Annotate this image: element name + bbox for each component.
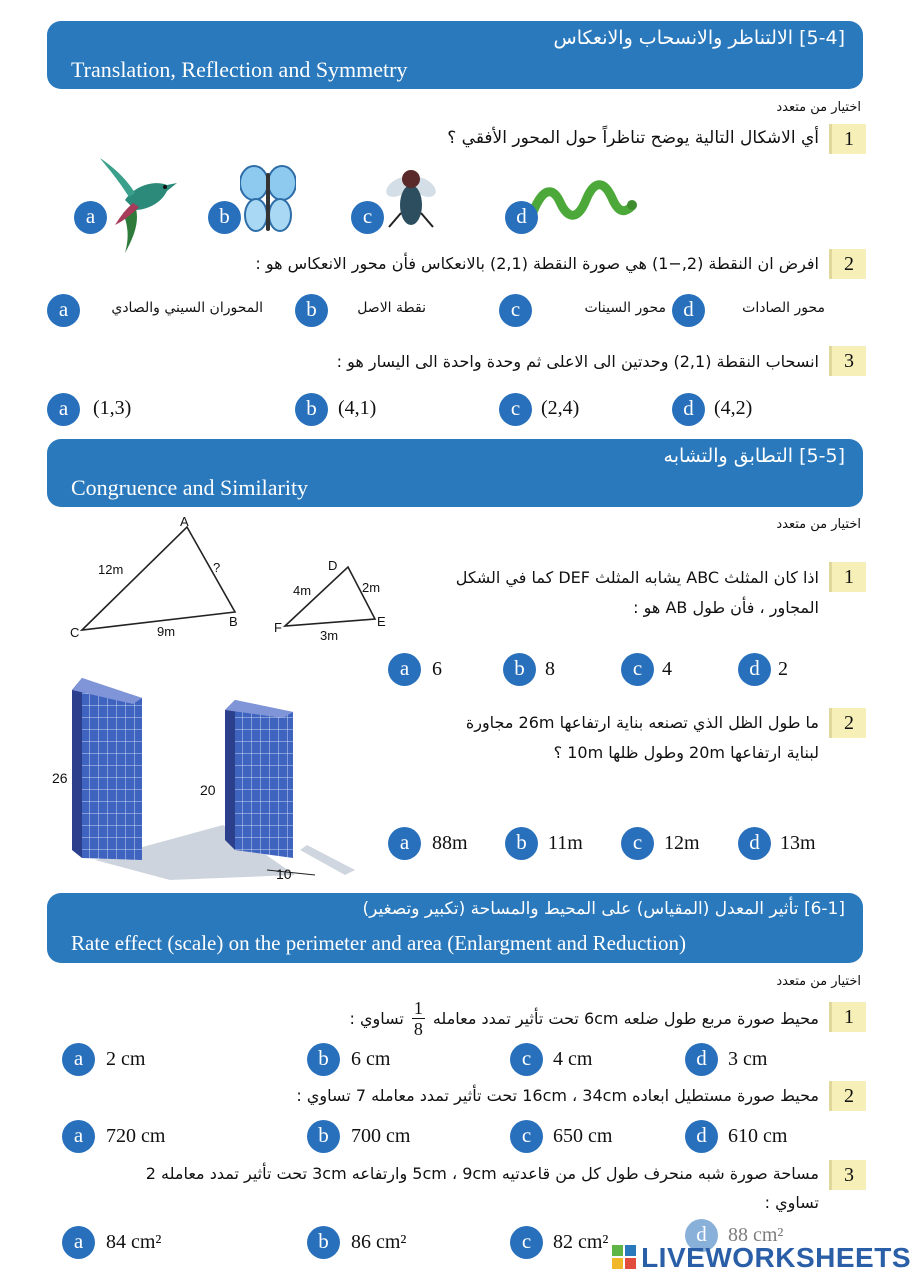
question-text: افرض ان النقطة (2,−1) هي صورة النقطة (2,1) بالانعكاس فأن محور الانعكاس هو : [255,254,819,273]
section-banner-5-5 [47,439,863,507]
side-label-df: 4m [293,583,312,598]
option-c-text: 12m [664,832,700,854]
snake-image [528,172,638,227]
option-d-text: (4,2) [714,397,753,419]
option-c-circle[interactable]: c [499,294,532,327]
fraction-numerator: 1 [413,998,423,1018]
triangle-abc-diagram [60,510,250,645]
question-number: 2 [829,249,866,279]
option-b-circle[interactable]: b [307,1226,340,1259]
question-number: 1 [829,1002,866,1032]
option-d-circle[interactable]: d [505,201,538,234]
option-b-text: 8 [545,658,555,680]
question-text-line1: ما طول الظل الذي تصنعه بناية ارتفاعها 26m مجاورة [465,713,819,732]
question-text-before: محيط صورة مربع طول ضلعه 6cm تحت تأثير تمدد معامله [432,1009,819,1028]
fly-image [383,165,439,231]
building-height-26: 26 [52,770,68,786]
question-text-line2: المجاور ، فأن طول AB هو : [633,598,819,617]
option-b-text: 11m [548,832,583,854]
option-c-text: 82 cm² [553,1231,609,1253]
option-a-circle[interactable]: a [388,653,421,686]
question-text-line2: تساوي : [764,1193,819,1212]
watermark: LIVEWORKSHEETS [641,1242,911,1273]
section-title-ar: [5-4] الالتناظر والانسحاب والانعكاس [553,27,845,49]
option-d-circle[interactable]: d [685,1219,718,1252]
section-banner-6-1 [47,893,863,963]
question-number: 2 [829,708,866,738]
mc-label: اختيار من متعدد [776,974,861,989]
vertex-label-f: F [274,620,282,635]
option-a-text: 720 cm [106,1125,166,1147]
option-a-text: المحوران السيني والصادي [111,300,263,316]
section-title-ar: [6-1] تأثير المعدل (المقياس) على المحيط والمساحة (تكبير وتصغير) [362,899,845,919]
liveworksheets-logo-icon [612,1245,636,1269]
option-b-circle[interactable]: b [307,1120,340,1153]
question-number: 2 [829,1081,866,1111]
option-d-text: 13m [780,832,816,854]
question-text-line1: اذا كان المثلث ABC يشابه المثلث DEF كما في الشكل [455,568,819,587]
option-a-text: (1,3) [93,397,132,419]
shadow-length-10: 10 [276,866,292,882]
option-b-circle[interactable]: b [307,1043,340,1076]
option-d-circle[interactable]: d [685,1120,718,1153]
option-c-text: (2,4) [541,397,580,419]
question-text: انسحاب النقطة (2,1) وحدتين الى الاعلى ثم وحدة واحدة الى اليسار هو : [336,352,819,371]
option-a-circle[interactable]: a [74,201,107,234]
fraction-denominator: 8 [413,1019,423,1039]
option-a-circle[interactable]: a [47,393,80,426]
option-c-circle[interactable]: c [510,1226,543,1259]
side-label-ef: 3m [320,628,339,643]
vertex-label-d: D [328,558,338,573]
option-b-circle[interactable]: b [505,827,538,860]
option-c-circle[interactable]: c [510,1120,543,1153]
option-b-text: 86 cm² [351,1231,407,1253]
option-a-text: 6 [432,658,442,680]
butterfly-image [240,165,296,237]
option-b-text: 6 cm [351,1048,391,1070]
option-a-circle[interactable]: a [388,827,421,860]
option-a-text: 84 cm² [106,1231,162,1253]
option-c-circle[interactable]: c [621,653,654,686]
question-number: 3 [829,1160,866,1190]
option-d-circle[interactable]: d [685,1043,718,1076]
question-text: أي الاشكال التالية يوضح تناظراً حول المحور الأفقي ؟ [447,128,819,148]
question-text: محيط صورة مستطيل ابعاده 16cm ، 34cm تحت تأثير تمدد معامله 7 تساوي : [296,1086,819,1105]
option-c-text: 4 cm [553,1048,593,1070]
vertex-label-b: B [229,614,238,629]
option-d-text: 610 cm [728,1125,788,1147]
vertex-label-c: C [70,625,80,640]
option-b-text: (4,1) [338,397,377,419]
option-c-text: 4 [662,658,672,680]
mc-label: اختيار من متعدد [776,100,861,115]
option-c-circle[interactable]: c [621,827,654,860]
option-a-circle[interactable]: a [62,1226,95,1259]
option-c-text: محور السينات [584,300,666,316]
vertex-label-e: E [377,614,386,629]
option-b-circle[interactable]: b [503,653,536,686]
fraction [412,998,425,1039]
option-a-circle[interactable]: a [47,294,80,327]
option-c-text: 650 cm [553,1125,613,1147]
option-d-text: محور الصادات [742,300,825,316]
section-banner-5-4 [47,21,863,89]
question-number: 3 [829,346,866,376]
option-b-circle[interactable]: b [208,201,241,234]
vertex-label-a: A [180,514,189,529]
mc-label: اختيار من متعدد [776,517,861,532]
question-number: 1 [829,124,866,154]
option-c-circle[interactable]: c [351,201,384,234]
option-d-text: 88 cm² [728,1224,784,1246]
question-text-line2: لبناية ارتفاعها 20m وطول ظلها 10m ؟ [553,743,819,762]
side-label-ac: 12m [98,562,124,577]
option-a-text: 2 cm [106,1048,146,1070]
section-title-ar: [5-5] التطابق والتشابه [663,445,845,467]
option-d-circle[interactable]: d [672,393,705,426]
section-title-en: Rate effect (scale) on the perimeter and area (Enlargment and Reduction) [71,931,686,955]
option-b-circle[interactable]: b [295,294,328,327]
side-label-de: 2m [362,580,381,595]
option-c-circle[interactable]: c [499,393,532,426]
section-title-en: Translation, Reflection and Symmetry [71,57,408,82]
hummingbird-image [95,155,180,255]
question-text [350,998,819,1039]
option-b-text: 700 cm [351,1125,411,1147]
buildings-diagram [45,670,385,885]
option-b-circle[interactable]: b [295,393,328,426]
side-label-bc: 9m [157,624,176,639]
building-height-20: 20 [200,782,216,798]
option-a-text: 88m [432,832,468,854]
option-d-circle[interactable]: d [738,653,771,686]
option-d-circle[interactable]: d [738,827,771,860]
question-text-after: تساوي : [349,1009,404,1028]
option-d-circle[interactable]: d [672,294,705,327]
question-text-line1: مساحة صورة شبه منحرف طول كل من قاعدتيه 5cm ، 9cm وارتفاعه 3cm تحت تأثير تمدد معامله 2 [145,1164,819,1183]
option-d-text: 2 [778,658,788,680]
option-c-circle[interactable]: c [510,1043,543,1076]
option-d-text: 3 cm [728,1048,768,1070]
option-a-circle[interactable]: a [62,1120,95,1153]
section-title-en: Congruence and Similarity [71,475,309,500]
option-b-text: نقطة الاصل [357,300,426,316]
side-label-ab: ? [213,560,221,575]
question-number: 1 [829,562,866,592]
option-a-circle[interactable]: a [62,1043,95,1076]
